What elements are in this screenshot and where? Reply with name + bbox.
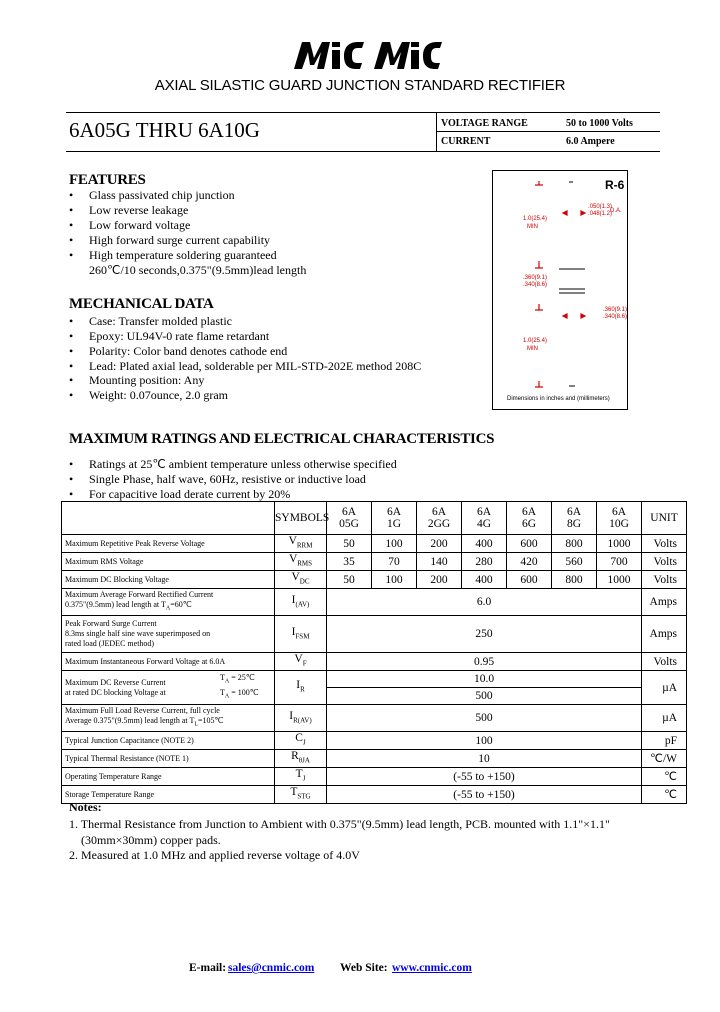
mechanical-item: • Polarity: Color band denotes cathode end	[69, 344, 288, 358]
symbol: $R_{\theta JA}$	[275, 750, 327, 768]
feature-item: • High temperature soldering guaranteed	[69, 248, 277, 262]
brand-logo	[292, 40, 442, 70]
symbol: $V_{DC}$	[275, 571, 327, 589]
package-name: R-6	[605, 178, 625, 192]
header-part: 6A 2GG	[417, 502, 462, 535]
dim-body-length-min: .340(8.6)	[523, 282, 548, 288]
dim-lead-length: 1.0(25.4)	[523, 216, 548, 222]
note-1-continued: (30mm×30mm) copper pads.	[81, 833, 221, 847]
condition-item: • Ratings at 25℃ ambient temperature unless otherwise specified	[69, 457, 397, 471]
document-title: AXIAL SILASTIC GUARD JUNCTION STANDARD RECTIFIER	[154, 77, 566, 94]
table-row: Maximum DC Reverse Current at rated DC blocking Voltage at $T_A$ = 25℃ $T_A$ = 100℃ $I_R$ 10.0 µA	[62, 671, 687, 688]
feature-item: • Glass passivated chip junction	[69, 188, 235, 202]
table-row: Maximum Instantaneous Forward Voltage at 6.0A $V_F$ 0.95 Volts	[62, 653, 687, 671]
package-outline-box	[492, 170, 628, 410]
symbol: $I_R$	[275, 671, 327, 705]
notes-heading: Notes:	[69, 800, 102, 814]
header-part: 6A 8G	[552, 502, 597, 535]
symbol: $V_F$	[275, 653, 327, 671]
features-heading: FEATURES	[69, 172, 146, 188]
feature-item: • High forward surge current capability	[69, 233, 271, 247]
table-row: Operating Temperature Range $T_J$ (-55 to +150) ℃	[62, 768, 687, 786]
table-row: 500	[62, 688, 687, 705]
email-label: E-mail:	[189, 962, 227, 974]
website-label: Web Site:	[340, 962, 388, 974]
table-row: Peak Forward Surge Current 8.3ms single half sine wave superimposed on rated load (JEDEC method) $I_{FSM}$ 250 Amps	[62, 616, 687, 653]
table-row: Typical Thermal Resistance (NOTE 1) $R_{\theta JA}$ 10 ℃/W	[62, 750, 687, 768]
feature-item: • Low forward voltage	[69, 218, 191, 232]
table-row: Maximum DC Blocking Voltage $V_{DC}$ 50 100 200 400 600 800 1000 Volts	[62, 571, 687, 589]
mechanical-item: • Lead: Plated axial lead, solderable per MIL-STD-202E method 208C	[69, 359, 422, 373]
spec-row-divider	[436, 131, 660, 132]
ratings-heading: MAXIMUM RATINGS AND ELECTRICAL CHARACTERISTICS	[69, 431, 495, 447]
symbol: $C_J$	[275, 732, 327, 750]
header-unit: UNIT	[642, 502, 687, 535]
symbol: $V_{RMS}$	[275, 553, 327, 571]
feature-item: 260℃/10 seconds,0.375"(9.5mm)lead length	[89, 263, 307, 277]
part-number: 6A05G THRU 6A10G	[69, 118, 260, 142]
dim-da-label: D.A.	[610, 208, 622, 214]
dim-body-diameter-min: .340(8.6)	[603, 314, 628, 320]
dim-body-length-max: .360(9.1)	[523, 275, 548, 281]
mechanical-item: • Case: Transfer molded plastic	[69, 314, 232, 328]
condition-item: • For capacitive load derate current by 20%	[69, 487, 291, 501]
mechanical-item: • Weight: 0.07ounce, 2.0 gram	[69, 388, 229, 402]
mechanical-item: • Mounting position: Any	[69, 373, 205, 387]
dim-body-diameter-max: .360(9.1)	[603, 307, 628, 313]
note-1: 1. Thermal Resistance from Junction to Ambient with 0.375"(9.5mm) lead length, PCB. mounted with 1.1"×1.1"	[69, 817, 610, 831]
table-row: Storage Temperature Range $T_{STG}$ (-55 to +150) ℃	[62, 786, 687, 804]
current-label: CURRENT	[441, 136, 491, 147]
condition-item: • Single Phase, half wave, 60Hz, resistive or inductive load	[69, 472, 366, 486]
mechanical-item: • Epoxy: UL94V-0 rate flame retardant	[69, 329, 270, 343]
voltage-range-value: 50 to 1000 Volts	[566, 118, 633, 129]
current-value: 6.0 Ampere	[566, 136, 615, 147]
symbol: $T_J$	[275, 768, 327, 786]
header-blank	[62, 502, 275, 535]
symbol: $I_{FSM}$	[275, 616, 327, 653]
dim-lead-diameter-min: .048(1.2)	[588, 211, 613, 217]
header-part: 6A 05G	[327, 502, 372, 535]
feature-item: • Low reverse leakage	[69, 203, 189, 217]
header-part: 6A 10G	[597, 502, 642, 535]
symbol: $I_{(AV)}$	[275, 589, 327, 616]
email-link[interactable]: sales@cnmic.com	[228, 962, 315, 974]
table-row: Maximum RMS Voltage $V_{RMS}$ 35 70 140 280 420 560 700 Volts	[62, 553, 687, 571]
symbol: $T_{STG}$	[275, 786, 327, 804]
mechanical-heading: MECHANICAL DATA	[69, 296, 214, 312]
table-header-row	[62, 502, 687, 535]
top-rule	[66, 112, 660, 113]
dim-lead-diameter-max: .050(1.3)	[588, 204, 613, 210]
symbol: $I_{R(AV)}$	[275, 705, 327, 732]
dim-lead-length-2-min: MIN	[527, 346, 538, 352]
bottom-rule	[66, 151, 660, 152]
dimension-note: Dimensions in inches and (millimeters)	[507, 396, 610, 402]
dim-lead-length-2: 1.0(25.4)	[523, 338, 548, 344]
header-part: 6A 4G	[462, 502, 507, 535]
header-part: 6A 6G	[507, 502, 552, 535]
table-row: Maximum Repetitive Peak Reverse Voltage $V_{RRM}$ 50 100 200 400 600 800 1000 Volts	[62, 535, 687, 553]
table-row: Maximum Full Load Reverse Current, full cycle Average 0.375"(9.5mm) lead length at $T_L=105℃$ $I_{R(AV)}$ 500 µA	[62, 705, 687, 732]
header-part: 6A 1G	[372, 502, 417, 535]
website-link[interactable]: www.cnmic.com	[392, 962, 472, 974]
header-symbols: SYMBOLS	[275, 502, 327, 535]
dim-lead-length-min: MIN	[527, 224, 538, 230]
table-row: Maximum Average Forward Rectified Current 0.375"(9.5mm) lead length at $T_A=60℃$ $I_{(AV)}$ 6.0 Amps	[62, 589, 687, 616]
voltage-range-label: VOLTAGE RANGE	[441, 118, 528, 129]
symbol: $V_{RRM}$	[275, 535, 327, 553]
table-row: Typical Junction Capacitance (NOTE 2) $C_J$ 100 pF	[62, 732, 687, 750]
ratings-table	[61, 501, 687, 804]
note-2: 2. Measured at 1.0 MHz and applied reverse voltage of 4.0V	[69, 848, 360, 862]
